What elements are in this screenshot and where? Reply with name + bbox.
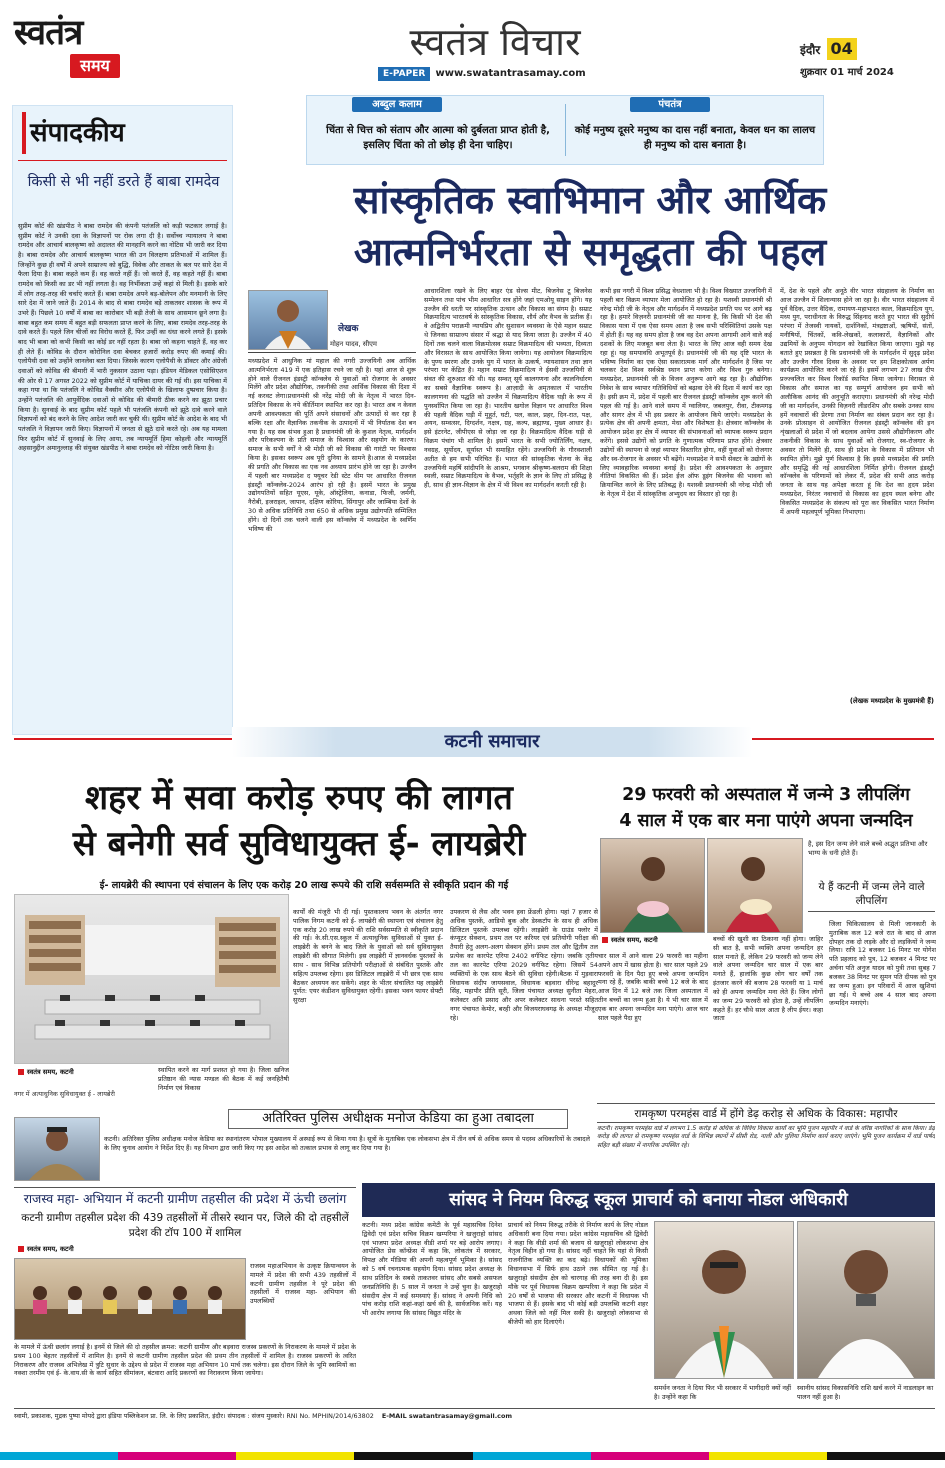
- library-column-2: उपकरण से लैस और भवन हवा फ्रेंडली होगा। यहां 7 हजार से अधिक पुस्तकें, आडियो बुक और डेस्कटॉप के साथ ही अधिक डिजिटल पुस्तकें उपलब्ध रहेंगी। लाइब्रेरी के ग्राउंड फ्लोर में कंप्यूटर सेक्शन, प्रथम तल पर करियर एवं प्रतियोगी परीक्षा की तैयारी हेतु अलग-अलग सेक्शन होंगे। प्रथम तल और द्वितीय तल प्रत्येक का कारपेट एरिया 2402 वर्गफिट रहेगा। जबकि तृतीय तल का कारपेट एरिया 2029 वर्गफिट रहेगा। जिसमें 54 व्यक्तियों के एक साथ बैठने की सुविधा रहेगी।बैठक में मुड़वारा विधायक संदीप जायसवाल, विधायक बड़वारा धीरेन्द्र बहादुर सिंह, महापौर प्रीति सूरी, जिला पंचायत अध्यक्ष सुनीता मेहरा, कलेक्टर अवि प्रसाद और अपर कलेक्टर साधना परस्ते सहित नगर पंचायत केमोर, बरही और विजयराघवगढ़ के अध्यक्ष मौजूद रहे।: [450, 908, 598, 1022]
- mp-column-2: प्राचार्य को नियम विरुद्ध तरीके से निर्माण कार्य के लिए नोडल अधिकारी बना दिया गया। प्रदेश कांग्रेस महासचिव श्री द्विवेदी ने कहा कि वीडी शर्मा की बजाय से खजुराहो लोकसभा क्षेत्र नेतृत्व विहीन हो गया है। सांसद नहीं चाहते कि यहां से किसी राजनीतिक व्यक्ति का कद बढ़े। विधायकों की भूमिका विधानसभा में सिर्फ हाथ उठाने तक सीमित रह गई है। खजुराहो संसदीय क्षेत्र को चारगाह की तरह बना दी है। इस मौके पर पूर्व विधायक विक्रम खम्परिया ने कहा कि प्रदेश में 20 वर्षों से भाजपा की सरकार और कटनी में विधायक भी भाजपा से हैं। इसके बाद भी कोई बड़ी उपलब्धि कटनी शहर अथवा जिले को नहीं मिल सकी है। खजुराहो लोकसभा से बीजेपी को हार दिलाएंगे।: [508, 1221, 648, 1327]
- city: इंदौर: [800, 43, 821, 57]
- mp-headline: सांसद ने नियम विरुद्ध स्कूल प्राचार्य को बनाया नोडल अधिकारी: [449, 1190, 848, 1210]
- officer-photo: [14, 1117, 100, 1181]
- main-column-4: में, देश के पहले और अनूठे वीर भारत संग्रहालय के निर्माण का आज उज्जैन में शिलान्यास होने जा रहा है। वीर भारत संग्रहालय में पूर्व वैदिक, उत्तर वैदिक, रामायण-महाभारत काल, विक्रमादित्य युग, मध्य युग, पराधीनता के विरुद्ध सिंहनाद करते हुए भारत की सुदीर्घ परंपरा में तेजस्वी नायकों, दार्शनिकों, मंत्रद्रष्टाओं, ऋषियों, संतों, मनीषियों, चिंतकों, कवि-लेखकों, कलाकारों, वैज्ञानिकों और उद्यमियों के अनुपम योगदान को रेखांकित किया जाएगा। मुझे यह बताते हुए प्रसन्नता है कि प्रधानमंत्री जी के मार्गदर्शन में सुदृढ़ प्रदेश और उज्जैन गौरव दिवस के अवसर पर हम शिक्षकोत्सव अर्पण कार्यक्रम आयोजित करने जा रहे हैं। इसमें लगभग 27 लाख दीप प्रज्ज्वलित कर विश्व रिकॉर्ड स्थापित किया जायेगा। विरासत से विकास और समाज का यह सम्पूर्ण आयोजन हम सभी को अलौकिक आनंद की अनुभूति कराएगा। प्रधानमंत्री श्री नरेन्द्र मोदी जी का मार्गदर्शन, उनकी विज़नरी लीडरशिप और सबके उनका साथ हमें नवाचारों की प्रेरणा तथा निर्माण का संबल प्रदान कर रहा है। उनके प्रोत्साहन से आयोजित रीजनल इंडस्ट्री कॉन्क्लेव की इन शृंखलाओं से प्रदेश में जो बदलाव आयेगा उससे औद्योगीकरण और तकनीकी विकास के साथ युवाओं को रोजगार, स्व-रोजगार के अवसर तो मिलेंगे ही, साथ ही प्रदेश के विकास में प्रतिमान भी स्थापित होंगे। मुझे पूर्ण विश्वास है कि इससे मध्यप्रदेश की प्रगति और समृद्धि की नई आधारशिला निर्मित होगी। रीजनल इंडस्ट्री कॉन्क्लेव के परिणामों को लेकर मैं, प्रदेश की सभी आठ करोड़ जनता के साथ यह अपेक्षा करता हूं कि देश का हृदय प्रदेश मध्यप्रदेश, निरंतर नवाचारों से विकास का हृदय स्थल बनेगा और विकसित मध्यप्रदेश के संकल्प को पूरा कर विकसित भारत निर्माण में अपनी महत्वपूर्ण भूमिका निभाएगा।: [780, 287, 934, 516]
- author-photo: [248, 290, 328, 350]
- main-headline-line-2: आत्मनिर्भरता से समृद्धता की पहल: [353, 230, 827, 274]
- rajasv-headline: राजस्व महा- अभियान में कटनी ग्रामीण तहसील की प्रदेश में ऊंची छलांग: [23, 1191, 347, 1206]
- meeting-photo: [14, 1258, 246, 1340]
- library-caption: नगर में अत्याधुनिक सुविधायुक्त ई - लायब्रेरी: [14, 1090, 115, 1098]
- quote-text-2: कोई मनुष्य दूसरे मनुष्य का दास नहीं बनाता, केवल धन का लालच ही मनुष्य को दास बनाता है।: [574, 125, 816, 151]
- library-subhead: ई- लायब्रेरी की स्थापना एवं संचालन के लिए एक करोड़ 20 लाख रूपये की राशि सर्वसम्मति से स्वीकृति प्रदान की गई: [99, 880, 509, 891]
- library-byline: स्वतंत्र समय, कटनी: [27, 1068, 74, 1076]
- quote-text-1: चिंता से चित्त को संताप और आत्मा को दुर्बलता प्राप्त होती है, इसलिए चिंता को तो छोड़ ही देना चाहिए।: [326, 125, 550, 151]
- main-column-2: आधारशिला रखने के लिए बाहर एंड सेल्स मीट, बिजनेस टू बिजनेस सम्मेलन तथा पांच भीम आधारित सत्र होंगे जहां एमओयू साइन होंगे। यह उज्जैन की धरती पर सांस्कृतिक उत्थान और विकास का संगम है। सम्राट विक्रमादित्य भारतवर्ष के सांस्कृतिक विकास, शौर्य और वैभव के प्रतीक हैं। वे अद्वितीय पराक्रमी न्यायप्रिय और सुशासन व्यवस्था के ऐसे महान सम्राट थे जिनका साम्राज्य संसार में श्रद्धा से याद किया जाता है। उज्जैन में 40 दिनों तक चलने वाला विक्रमोत्सव सम्राट विक्रमादित्य की भव्यता, दिव्यता और विरासत के साथ आयोजित किया जायेगा। यह आयोजन विक्रमादित्य के पुण्य स्मरण और उनके युग में भारत के उत्कर्ष, न्यायशासन तथा ज्ञान परंपरा पर केंद्रित है। महान सम्राट विक्रमादित्य ने ईसवी उज्जयिनी से संवत की शुरुआत की थी। यह सम्वत् सूर्य कालगणना और कालनिर्धारण का सबसे वैज्ञानिक स्वरूप है। आज़ादी के अमृतकाल में भारतीय कालगणना की पद्धति को उज्जैन में विक्रमादित्य वैदिक घड़ी के रूप में पुनर्स्थापित किया जा रहा है। भारतीय खगोल विज्ञान पर आधारित विश्व की पहली वैदिक घड़ी में मुहूर्त, घटी, पल, काल, प्रहर, दिन-रात, पक्ष, अयन, सम्वत्सर, दिग्दर्शन, नक्षत्र, ग्रह, कल्प, ब्रह्माण्ड, मुख्य आधार है। इसे इंटरनेट, जीपीएस से जोड़ा जा रहा है। विक्रमादित्य वैदिक घड़ी से विक्रम पंचांग भी शामिल है। इसमें भारत के सभी ज्योतिर्लिंग, नक्षत्र, नवग्रह, सूर्योदय, सूर्यास्त भी समाहित रहेंगे। उज्जयिनी के गौरवशाली अतीत से हम सभी परिचित हैं। भारत की सांस्कृतिक चेतना के केंद्र उज्जयिनी महर्षि सांदीपनि के आश्रम, भगवान श्रीकृष्ण-बलराम की शिक्षा स्थली, सम्राट विक्रमादित्य के वैभव, भर्तृहरि के ज्ञान के लिए तो प्रसिद्ध है ही, साथ ही ज्ञान-विज्ञान के क्षेत्र में भी विश्व का मार्गदर्शन करती रही है।: [424, 287, 592, 490]
- website-link[interactable]: www.swatantrasamay.com: [435, 68, 586, 79]
- leap-headline-line-2: 4 साल में एक बार मना पाएंगे अपना जन्मदिन: [619, 811, 913, 831]
- ward-body: कटनी। रामकृष्ण परमहंस वार्ड में लगभग 1.5 करोड़ से अधिक के विविध विकास कार्यों का भूमि पूजन महापौर ने वार्ड के वरिष्ठ नागरिकों के साथ किया। डेढ़ करोड़ की लागत से रामकृष्ण परमहंस वार्ड के विभिन्न स्थानों में सीसी रोड, नाली और पुलिया निर्माण कार्य कराए जाएंगे। भूमि पूजन कार्यक्रम में वार्ड पार्षद सहित बड़ी संख्या में नागरिक उपस्थित रहे।: [597, 1125, 935, 1149]
- masthead-logo: [14, 14, 124, 94]
- leap-subhead: ये हैं कटनी में जन्म लेने वाले लीपलिंग: [818, 881, 925, 907]
- editorial-body: सुप्रीम कोर्ट की खंडपीठ ने बाबा रामदेव की कंपनी पतंजलि को कड़ी फटकार लगाई है। सुप्रीम कोर्ट ने उनकी दवा के विज्ञापनों पर रोक लगा दी है। सर्वोच्च न्यायालय ने बाबा रामदेव और आचार्य बालकृष्ण को अदालत की मानहानि करने का नोटिस भी जारी कर दिया है। बाबा रामदेव और आचार्य बालकृष्ण भारत की उन विलक्षण प्रतिभाओं में शामिल हैं। जिन्होंने कुछ ही वर्षों में अपने साम्राज्य को बुद्धि, विवेक और ताकत के बल पर सारे देश में फैला दिया है। बाबा कहते कम हैं। वह करते नहीं हैं। जो करते हैं, वह कहते नहीं हैं। बाबा रामदेव को किसी का डर भी नहीं लगता है। वह निर्भीकता उन्हें कहां से मिली है। इसके बारे में लोग तरह-तरह की चर्चाएं करते हैं। बाबा रामदेव अपने बड़-बोलेपन और मनमानी के लिए सारे देश में जाने जाते हैं। 2014 के बाद से बाबा रामदेव बड़े ताकतवर शासक के रूप में उभरे हैं। पिछले 10 वर्षों में बाबा का कारोबार भी बड़ी तेजी के साथ आसमान छूने लगा है। बाबा बहुत कम समय में बहुत बड़ी सफलता प्राप्त करने के लिए, बाबा रामदेव तरह-तरह के दावे करते हैं। पहले जिन चीजों का विरोध करते हैं, फिर उन्हीं का धंधा करने लगते हैं। इसके बाद भी बाबा को कभी किसी का कोई डर नहीं रहता है। बाबा जो कहना चाहते हैं, वह कर ही लेते हैं। कोविड के दौरान कोरोनिल दवा बेचकर हजारों करोड़ रुपए की कमाई की। एलोपैथी दवा को उन्होंने जानलेवा बता दिया। जिसके कारण एलोपैथी के डॉक्टर और अंग्रेजी दवाओं को कोविड की बीमारी में भारी नुकसान उठाना पड़ा। इंडियन मेडिकल एसोसिएशन की ओर से 17 अगस्त 2022 को सुप्रीम कोर्ट में याचिका दायर की गई थी। इस याचिका में कहा गया था कि पतंजलि ने कोविड वैक्सीन और एलोपैथी के खिलाफ दुष्प्रचार किया है। उन्होंने पतंजलि की आयुर्वेदिक दवाओं से कोविड की बीमारी ठीक करने का झूठा प्रचार किया है। सुनवाई के बाद सुप्रीम कोर्ट पहले भी पतंजलि कंपनी को झूठे दावे करने वाले विज्ञापनों को बंद करने के लिए आदेश जारी कर चुकी थी। सुप्रीम कोर्ट के आदेश के बाद भी पतंजलि ने विज्ञापन जारी किए। विज्ञापनों में जनता से झूठे दावे करते रहे। अब यह मामला फिर सुप्रीम कोर्ट में सुनवाई के लिए आया, तब न्यायमूर्ति हिमा कोहली और न्यायमूर्ति अहसानुद्दीन अमानुल्लाह की संयुक्त खंडपीठ ने बाबा रामदेव को नोटिस जारी किया है।: [18, 222, 227, 453]
- rajasv-subhead: कटनी ग्रामीण तहसील प्रदेश की 439 तहसीलों में तीसरे स्थान पर, जिले की दो तहसीलें प्रदेश की टॉप 100 में शामिल: [21, 1212, 349, 1239]
- police-body: कटनी। अतिरिक्त पुलिस अधीक्षक मनोज केडिया का स्थानांतरण भोपाल मुख्यालय में अस्थाई रूप से किया गया है। सूत्रों के मुताबिक एक लोकसभा क्षेत्र में तीन वर्ष से अधिक समय से पदस्थ अधिकारियों के तबादले के लिए चुनाव आयोग ने निर्देश दिए हैं। यह विभाग द्वारा जारी किए गए इस आदेश को तत्काल प्रभाव से लागू कर दिया गया है।: [104, 1135, 590, 1152]
- leap-column-2: बच्चों की खुशी का ठिकाना नहीं होगा। जाहिर सी बात है, सभी व्यक्ति अपना जन्मदिन हर साल मनाते हैं, लेकिन 29 फरवरी को जन्म लेने वाले अपना जन्मदिन चार साल में एक बार मनाते हैं, हालांकि कुछ लोग चार वर्षों तक इंतजार करने की बजाय 28 फरवरी या 1 मार्च को ही अपना जन्मदिन मना लेते हैं। जिन लोगों का जन्म 29 फरवरी को होता है, उन्हें लीपलिंग कहते हैं। हर चौथे साल आता है लीप ईयर। कहा जाता: [713, 935, 823, 1023]
- rajasv-byline: स्वतंत्र समय, कटनी: [27, 1245, 74, 1253]
- main-column-1: मध्यप्रदेश में आधुनिक मां महाल की नगरी उज्जयिनी अब आर्थिक आत्मनिर्भरता 419 में एक इतिहास रचने जा रही है। यहां आज से शुरू होने वाले रीजनल इंडस्ट्री कॉन्क्लेव से युवाओं को रोजगार के अवसर मिलेंगे और प्रदेश औद्योगिक, तकनीकी तथा आर्थिक विकास की दिशा में नई करवट लेगा।प्रधानमंत्री श्री नरेंद्र मोदी जी के नेतृत्व में भारत दिन-प्रतिदिन विकास के नये कीर्तिमान स्थापित कर रहा है। भारत अब न केवल अपनी आवश्यकता की पूर्ति अपने संसाधनों और उत्पादों से कर रहा है बल्कि रक्षा और वैज्ञानिक तकनीक के उत्पादनों में भी निर्यातक देश बन गया है। यह सब संभव हुआ है प्रधानमंत्री जी के कुशल नेतृत्व, मार्गदर्शन और परिकल्पना के प्रति समाज के विश्वास और सहयोग के कारण। समाज के सभी वर्गों ने श्री मोदी जी को विकास की गारंटी पर विश्वास किया है। इसका स्वरूप अब पूरी दुनिया के सामने है।आज से मध्यप्रदेश की प्रगति और विकास का एक नव अध्याय प्रारंभ होने जा रहा है। उज्जैन में पहली बार मध्यप्रदेश द फ्यूचर रेडी स्टेट थीम पर आधारित रीजनल इंडस्ट्री कॉन्क्लेव-2024 आरंभ हो रही है। इसमें भारत के प्रमुख उद्योगपतियों सहित यूएस, यूके, ऑस्ट्रेलिया, कनाडा, फिजी, जर्मनी, नैरोबी, इजराइल, जापान, दक्षिण कोरिया, सिंगापुर और जाम्बिया देशों के 30 से अधिक प्रतिनिधि तथा 650 से अधिक प्रमुख उद्योगपति सम्मिलित होंगे। दो दिनों तक चलने वाली इस कॉन्क्लेव में मध्यप्रदेश के स्वर्णिम भविष्य की: [248, 357, 416, 533]
- newborn-photo-2: [707, 838, 803, 933]
- date: शुक्रवार 01 मार्च 2024: [800, 67, 894, 78]
- library-headline-line-2: से बनेगी सर्व सुविधायुक्त ई- लायब्रेरी: [72, 824, 526, 864]
- logo-top: स्वतंत्र: [14, 12, 83, 53]
- congress-leader-photo-2: [797, 1221, 935, 1379]
- leap-headline-line-1: 29 फरवरी को अस्पताल में जन्मे 3 लीपलिंग: [622, 785, 910, 805]
- author-tag: लेखक: [338, 324, 359, 334]
- footer-imprint: [14, 1412, 935, 1422]
- editorial-headline: किसी से भी नहीं डरते हैं बाबा रामदेव: [27, 174, 220, 190]
- library-render-photo: [14, 894, 289, 1064]
- leap-column-1: चार साल में आने वाला 29 फरवरी का महीना अपने आप में खास होता है। चार साल पहले 29 फरवरी के दिन पैदा हुए बच्चे अपना जन्मदिन मना रहे हैं, जबकि बाकी बच्चे 12 बजे के बाद आज दिन में 12 बजे तक जिला अस्पताल में तीन बच्चों का जन्म हुआ है। ये भी चार साल में एक बार अपना जन्मदिन मना पाएंगे। आज चार साल पहले पैदा हुए: [598, 952, 708, 1022]
- main-headline-line-1: सांस्कृतिक स्वाभिमान और आर्थिक: [353, 178, 827, 222]
- footer-email[interactable]: E-MAIL swatantrasamay@gmail.com: [381, 1412, 512, 1420]
- rajasv-column-1: राजस्व महाअभियान के उत्कृष्ट क्रियान्वयन के मामले में प्रदेश की सभी 439 तहसीलों में कटनी ग्रामीण तहसील ने पूरे प्रदेश की तहसीलों में राजस्व महा- अभियान की उपलब्धियों: [250, 1262, 356, 1306]
- footer-text: स्वामी, प्रकाशक, मुद्रक पुष्पा मोयदे द्वारा इंडिया पब्लिकेशन प्रा. लि. के लिए प्रकाशित, इंदौर। संपादक : संजय मुस्कारे। RNI No. MPHIN/2014/63802: [14, 1412, 374, 1420]
- congress-leader-photo-1: [654, 1221, 794, 1379]
- epaper-badge: E-PAPER: [378, 67, 430, 81]
- logo-bottom: समय: [80, 56, 110, 75]
- page-title: स्वतंत्र विचार: [409, 20, 581, 64]
- library-column-a: स्थापित करने का मार्ग प्रशस्त हो गया है। जिला खनिज प्रतिष्ठान की न्यास मण्डल की बैठक में कई जनहितैषी निर्माण एवं विकास: [158, 1066, 289, 1092]
- police-headline: अतिरिक्त पुलिस अधीक्षक मनोज केडिया का हुआ तबादला: [228, 1109, 568, 1129]
- newborn-photo-1: [600, 838, 705, 933]
- quote-author-1: अब्दुल कलाम: [352, 97, 442, 112]
- katni-band-title: कटनी समाचार: [444, 731, 540, 752]
- mp-caption-1: समर्थन जनता ने दिया फिर भी सरकार में भागीदारी क्यों नहीं है। उन्होंने कहा कि: [654, 1384, 791, 1401]
- library-headline-line-1: शहर में सवा करोड़ रुपए की लागत: [85, 778, 513, 818]
- editorial-label: संपादकीय: [30, 118, 125, 148]
- rajasv-body: के मामले में ऊंची छलांग लगाई है। इनमें से जिले की दो तहसील क्रमश: कटनी ग्रामीण और बड़वारा राजस्व प्रकरणों के निराकरण के मामले में प्रदेश के प्रथम 100 बेहतर तहसीलों में शामिल है। इनमें से कटनी ग्रामीण तहसील प्रदेश की प्रथम तीन तहसीलों में शामिल है। राजस्व प्रकरणों के त्वरित निराकरण और राजस्व अभिलेख में त्रुटि सुधार के उद्देश्य से प्रदेश में राजस्व महा अभियान 10 मार्च तक चलेगा। इस दौरान जिले के भूमि स्वामियों का नक्शा तरमीम एवं ई- के.वाय.सी के कार्य सहित सीमांकन, बंटवारा आदि प्रकरणों का निराकरण किया जायेगा।: [14, 1343, 356, 1378]
- page-number: 04: [827, 38, 857, 60]
- mp-column-1: कटनी। मध्य प्रदेश कांग्रेस कमेटी के पूर्व महासचिव दिनेश द्विवेदी एवं प्रदेश सचिव विक्रम खम्परिया ने खजुराहो सांसद एवं भाजपा प्रदेश अध्यक्ष वीडी शर्मा पर बड़े आरोप लगाए। आयोजित प्रेस कॉन्फ्रेंस में कहा कि, लोकतंत्र में सरकार, विपक्ष और मीडिया की अपनी महत्वपूर्ण भूमिका है। सांसद को 5 वर्ष रचनात्मक सहयोग दिया। सांसद प्रदेश अध्यक्ष के साथ प्रतिदिन के सबसे ताकतवर सांसद और सबसे असफल जनप्रतिनिधि हैं। 5 साल में जनता ने उन्हें चुना है। खजुराहो संसदीय क्षेत्र में कई समस्याएं हैं। सांसद ने अपनी निधि को पांच करोड़ राशि कहां-कहां खर्च की है, सार्वजनिक करें। यह भी आरोप लगाया कि सांसद विद्युत मंदिर के: [362, 1221, 502, 1318]
- library-column-1: कार्यों की मंजूरी भी दी गई। पुस्तकालय भवन के अंतर्गत नगर पालिक निगम कटनी को ई- लायब्रेरी की स्थापना एवं संचालन हेतु एक करोड़ 20 लाख रुपये की राशि सर्वसम्मति से स्वीकृति प्रदान की गई। के.सी.एस.स्कूल में अत्याधुनिक सुविधाओं से युक्त ई- लाइब्रेरी के बनने के बाद जिले के युवाओं को सर्व सुविधायुक्त लाइब्रेरी की सौगात मिलेगी। इस लाइब्रेरी में ज्ञानवर्धक पुस्तकों के साथ - साथ विभिन्न प्रतियोगी परीक्षाओं से संबंधित पुस्तकें और सहित्य उपलब्ध रहेगा। इस डिजिटल लाइब्रेरी में भी छात्र एक साथ बैठकर अध्ययन कर सकेंगे। शहर के भीतर संचालित यह लाइब्रेरी पूर्णत: एयर कंडीशन सुविधायुक्त रहेगी। इसका भवन फायर सेफ्टी सुरक्षा: [293, 908, 443, 1005]
- mp-caption-2: स्थानीय सांसद विकासनिधि राशि खर्च करने में नाडलाइन का पालन नहीं हुआ है।: [797, 1384, 934, 1401]
- quote-author-2: पंचतंत्र: [630, 97, 710, 112]
- author-name: मोहन यादव, सीएम: [330, 340, 377, 348]
- leap-intro: है, इस दिन जन्म लेने वाले बच्चे अद्भुत प्रतिभा और भाग्य के धनी होते हैं।: [808, 840, 928, 858]
- leap-byline: स्वतंत्र समय, कटनी: [611, 936, 658, 944]
- ward-headline: रामकृष्ण परमहंस वार्ड में होंगे डेढ़ करोड़ से अधिक के विकास: महापौर: [634, 1108, 898, 1120]
- main-column-3: कभी इस नगरी में विश्व प्रसिद्ध वेधशाला भी है। विश्व विख्यात उज्जयिनी में पहली बार विक्रम व्यापार मेला आयोजित हो रहा है। यशस्वी प्रधानमंत्री श्री नरेन्द्र मोदी जी के नेतृत्व और मार्गदर्शन में मध्यप्रदेश प्रगति पथ पर आगे बढ़ रहा है। हमारे विज़नरी प्रधानमंत्री जी का मानना है, कि किसी भी देश की विकास यात्रा में एक ऐसा समय आता है जब सभी परिस्थितियां उसके पक्ष में होती हैं। यह वह समय होता है जब वह देश अपना आगामी आने वाले कई दशकों के लिए मजबूत बना लेता है। भारत के लिए आज वही समय देख रहा हूं। यह समयावधि अभूतपूर्व है। प्रधानमंत्री जी की यह दृष्टि भारत के भविष्य निर्माण का एक ऐसा सकारात्मक मार्ग और मार्गदर्शन है जिस पर चलकर देश विश्व सर्वश्रेष्ठ स्थान प्राप्त करेगा और विश्व गुरु बनेगा। मध्यप्रदेश, प्रधानमंत्री जी के विजन अनुरूप आगे बढ़ रहा है। औद्योगिक निवेश के साथ व्यापार गतिविधियों को बढ़ावा देने की दिशा में कार्य कर रहा है। इसी क्रम में, प्रदेश में पहली बार रीजनल इंडस्ट्री कॉन्क्लेव शुरू करने की पहल की गई है। आने वाले समय में ग्वालियर, जबलपुर, रीवा, टीकमगढ़ और सागर क्षेत्र में भी इस प्रकार के आयोजन किये जाएंगे। मध्यप्रदेश के प्रत्येक क्षेत्र की अपनी क्षमता, मेधा और विशेषता है। क्षेत्रवार कॉन्क्लेव के आयोजन प्रदेश हर क्षेत्र में व्यापार की संभावनाओं को व्यापक स्वरूप प्रदान करेंगे। इससे उद्योगों को प्रगति के गुणात्मक परिणाम प्राप्त होंगे। क्षेत्रवार उद्योगों की स्थापना से जहां व्यापार विस्तारित होगा, वहीं युवाओं को रोजगार और स्व-रोजगार के अवसर भी बढ़ेंगे। मध्यप्रदेश ने सभी सेक्टर के उद्योगों के लिए व्यावहारिक व्यवस्था बनाई है। प्रदेश की आवश्यकता के अनुसार नीतियां विकसित की हैं। प्रदेश ईज ऑफ डूइंग बिजनेस की भावना को क्रियान्वित करने के लिए प्रतिबद्ध है। यशस्वी प्रधानमंत्री श्री नरेन्द्र मोदी जी के नेतृत्व में देश में सांस्कृतिक अभ्युदय का विस्तार हो रहा है।: [600, 287, 772, 499]
- leap-column-3: जिला चिकित्सालय से मिली जानकारी के मुताबिक कल 12 बजे रात के बाद से आज दोपहर तक दो लड़के और दो लड़कियों ने जन्म लिया। रात्रि 12 बजकर 16 मिनट पर योगेश पति प्रहलाद को पुत्र, 12 बजकर 4 मिनट पर अर्चना पति अनुज यादव को पुत्री तथा सुबह 7 बजकर 38 मिनट पर सुमन पति दीपक को पुत्र का जन्म हुआ। इन परिवारों में आज खुशियां छा गईं। ये बच्चे अब 4 साल बाद अपना जन्मदिन मनाएंगे।: [829, 920, 936, 1008]
- signoff: (लेखक मध्यप्रदेश के मुख्यमंत्री हैं): [849, 697, 934, 705]
